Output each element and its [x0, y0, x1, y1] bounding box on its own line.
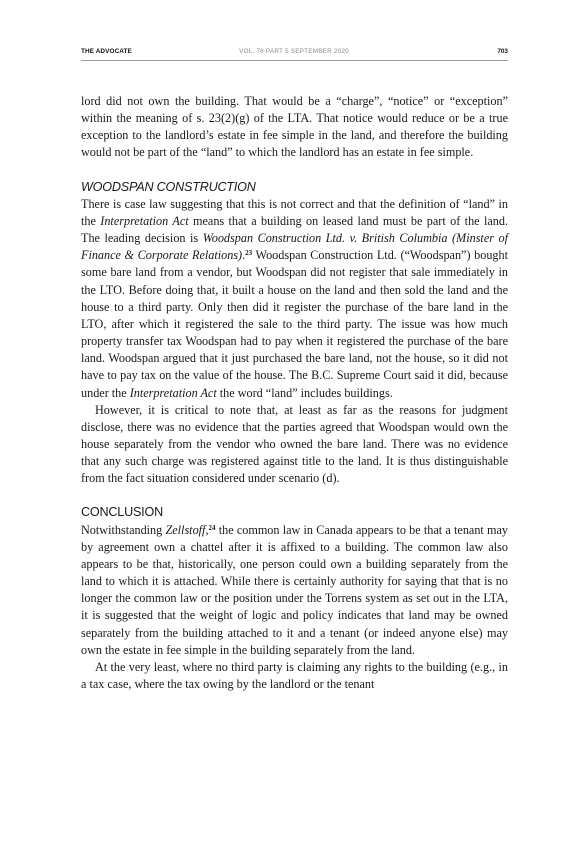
header-rule	[81, 60, 508, 61]
woodspan-paragraph-1	[81, 196, 508, 402]
section-heading-conclusion: CONCLUSION	[81, 505, 163, 520]
footnote-ref-24[interactable]: 24	[208, 523, 216, 532]
text-run: the common law in Canada appears to be that a tenant may by agreement own a chattel after it is affixed to a building. The common law also appears to be that, historically, one person could own a building separately from the land to which it is attached. While there is certainly authority for saying that that is no longer the common law or the position under the Torrens system as set out in the LTA, it is suggested that the weight of logic and policy indicates that land may be owned separately from the building attached to it and a tenant (or indeed anyone else) may own the estate in fee simple in the building separately from the land.	[81, 522, 509, 657]
italic-act-name: Interpretation Act	[129, 385, 217, 400]
text-run: means that a building on leased land must be part of the land. The leading decision is	[81, 213, 508, 246]
text-run: There is case law suggesting that this is not correct and that the definition of “land” in the	[81, 196, 508, 228]
text-run: .	[242, 248, 246, 263]
text-run: ,	[205, 522, 209, 537]
article-body	[81, 93, 508, 693]
woodspan-paragraph-2: However, it is critical to note that, at least as far as the reasons for judgment disclose, there was no evidence that the parties agreed that Woodspan would own the house separately from the vendor who owned the bare land. There was no evidence that any such charge was registered against title to the land. It is thus distinguishable from the fact situation considered under scenario (d).	[81, 402, 508, 486]
page-number: 703	[497, 48, 508, 55]
footnote-ref-23[interactable]: 23	[245, 249, 253, 258]
italic-act-name: Interpretation Act	[100, 213, 189, 228]
italic-case-name: Woodspan Construction Ltd. v. British Columbia (Minster of Finance & Corporate Relations)	[81, 231, 508, 263]
running-header-issue: VOL. 78 PART 5 SEPTEMBER 2020	[239, 48, 349, 55]
text-run: Woodspan Construction Ltd. (“Woodspan”) bought some bare land from a vendor, but Woodspan did not register that sale immediately in the LTO. Before doing that, it built a house on the land and then sold the land and the house to a third party. Only then did it register the purchase of the bare land in the LTO, after which it registered the sale to the third party. The issue was how much property transfer tax Woodspan had to pay when it registered the purchase of the bare land. Woodspan argued that it just purchased the bare land, not the house, so it did not have to pay tax on the value of the house. The B.C. Supreme Court said it did, because under the	[81, 248, 508, 400]
italic-case-name: Zellstoff	[165, 522, 206, 537]
running-header-journal: THE ADVOCATE	[81, 48, 132, 55]
text-run: Notwithstanding	[81, 522, 166, 537]
section-gap	[81, 487, 508, 504]
conclusion-paragraph-2: At the very least, where no third party is claiming any rights to the building (e.g., in a tax case, where the tax owing by the landlord or the tenant	[81, 659, 508, 691]
section-gap	[81, 162, 508, 179]
intro-paragraph: lord did not own the building. That would be a “charge”, “notice” or “exception” within the meaning of s. 23(2)(g) of the LTA. That notice would reduce or be a true exception to the landlord’s estate in fee simple in the land, and therefore the building would not be part of the “land” to which the landlord has an estate in fee simple.	[81, 94, 508, 160]
section-heading-woodspan: WOODSPAN CONSTRUCTION	[81, 179, 256, 194]
conclusion-paragraph-1	[81, 522, 508, 659]
text-run: the word “land” includes buildings.	[216, 385, 393, 400]
